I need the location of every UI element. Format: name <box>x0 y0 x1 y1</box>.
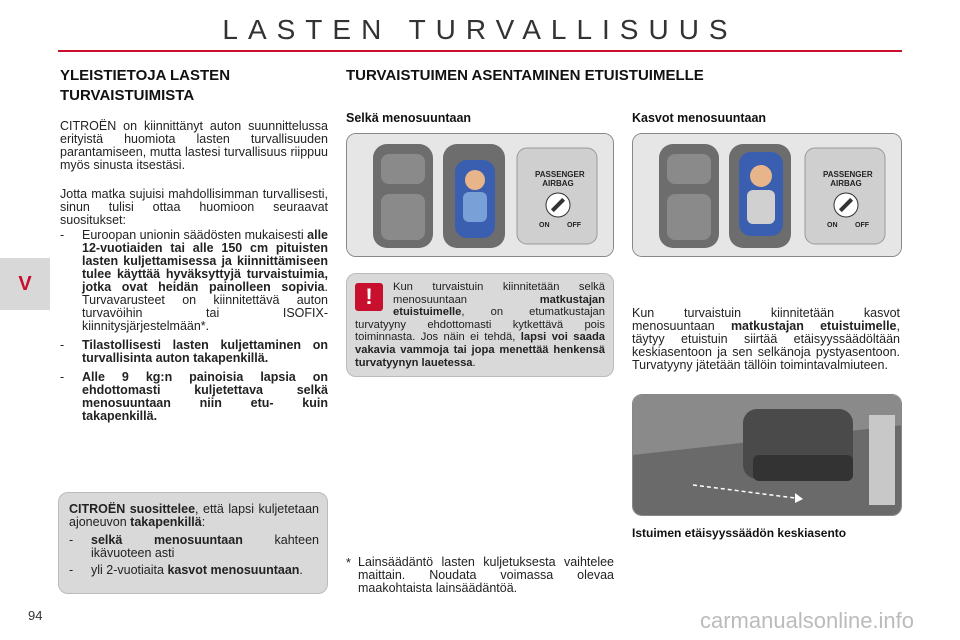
chapter-tab[interactable] <box>0 258 50 310</box>
left-heading-line2: TURVAISTUIMISTA <box>60 87 195 104</box>
airbag-label: PASSENGER AIRBAG <box>823 170 873 188</box>
left-heading-line1: YLEISTIETOJA LASTEN <box>60 67 231 84</box>
airbag-warning-box <box>346 273 614 377</box>
forward-facing-paragraph: Kun turvaistuin kiinnitetään kasvot menosuuntaan matkustajan etuistuimelle, täytyy etuistuin siirtää etäisyyssäädöltään keskiasentoon ja sen selkänoja pystyasentoon. Turvatyyny jätetään tällöin toimintavalmiuteen. <box>632 306 900 372</box>
page-number: 94 <box>28 608 43 623</box>
airbag-key-switch-icon[interactable] <box>833 192 859 218</box>
airbag-label: PASSENGER AIRBAG <box>535 170 585 188</box>
forward-facing-subheading: Kasvot menosuuntaan <box>632 111 767 125</box>
footnote: * Lainsäädäntö lasten kuljetuksesta vaihtelee maittain. Noudata voimassa olevaa maakohtaista lainsäädäntöä. <box>346 555 614 595</box>
airbag-on-label: ON <box>827 222 838 229</box>
list-item: - Tilastollisesti lasten kuljettaminen on turvallisinta auton takapenkillä. <box>60 339 328 365</box>
seat-rail-image <box>633 395 902 516</box>
seat-adjustment-caption: Istuimen etäisyyssäädön keskiasento <box>632 526 847 540</box>
title-divider <box>58 50 902 52</box>
watermark: carmanualsonline.info <box>700 608 915 633</box>
airbag-on-label: ON <box>539 222 550 229</box>
list-item: - selkä menosuuntaan kahteen ikävuoteen asti <box>69 534 319 560</box>
rear-facing-seat-illustration <box>346 133 614 257</box>
left-column <box>60 66 328 429</box>
recommendation-list <box>60 229 328 423</box>
section-heading: TURVAISTUIMEN ASENTAMINEN ETUISTUIMELLE <box>346 67 704 84</box>
forward-facing-seat-illustration <box>632 133 902 257</box>
citroen-recommendation-box <box>58 492 328 594</box>
warning-text: Kun turvaistuin kiinnitetään selkä menosuuntaan matkustajan etuistuimelle, on etumatkustajan turvatyyny ehdottomasti kytkettävä pois toiminnasta. Jos näin ei tehdä, lapsi voi saada vakavia vammoja tai jopa menettää henkensä turvatyynyn lauetessa. <box>355 281 605 369</box>
airbag-off-label: OFF <box>855 222 869 229</box>
airbag-key-switch-icon[interactable] <box>545 192 571 218</box>
recommendation-items <box>69 534 319 577</box>
rear-facing-subheading: Selkä menosuuntaan <box>346 111 472 125</box>
seat-adjustment-illustration <box>632 394 902 516</box>
list-item: - Euroopan unionin säädösten mukaisesti alle 12-vuotiaiden tai alle 150 cm pituisten lasten kuljettamisessa ja kiinnittämiseen tulee käyttää hyväksyttyjä turvaistuimia, jotka ovat heidän painolleen sopivia. Turvavarusteet on kiinnitettävä auton turvavöihin tai ISOFIX-kiinnitysjärjestelmään*. <box>60 229 328 333</box>
recommendation-paragraph: Jotta matka sujuisi mahdollisimman turvallisesti, sinun tulisi ottaa huomioon seuraavat suositukset: <box>60 187 328 227</box>
warning-icon: ! <box>355 283 383 311</box>
forward-facing-seat-image <box>633 134 902 257</box>
list-item: - yli 2-vuotiaita kasvot menosuuntaan. <box>69 564 319 577</box>
rear-facing-seat-image <box>347 134 614 257</box>
airbag-off-label: OFF <box>567 222 581 229</box>
recommendation-text: CITROËN suosittelee, että lapsi kuljetetaan ajoneuvon takapenkillä: <box>69 502 319 529</box>
intro-paragraph: CITROËN on kiinnittänyt auton suunnittelussa erityistä huomiota lasten turvallisuuden parantamiseen, mutta lastesi turvallisuus riippuu myös sinusta itsestäsi. <box>60 119 328 172</box>
page-title: LASTEN TURVALLISUUS <box>222 14 738 45</box>
chapter-tab-label: V <box>18 272 32 295</box>
list-item: - Alle 9 kg:n painoisia lapsia on ehdottomasti kuljetettava selkä menosuuntaan niin etu- kuin takapenkillä. <box>60 371 328 423</box>
